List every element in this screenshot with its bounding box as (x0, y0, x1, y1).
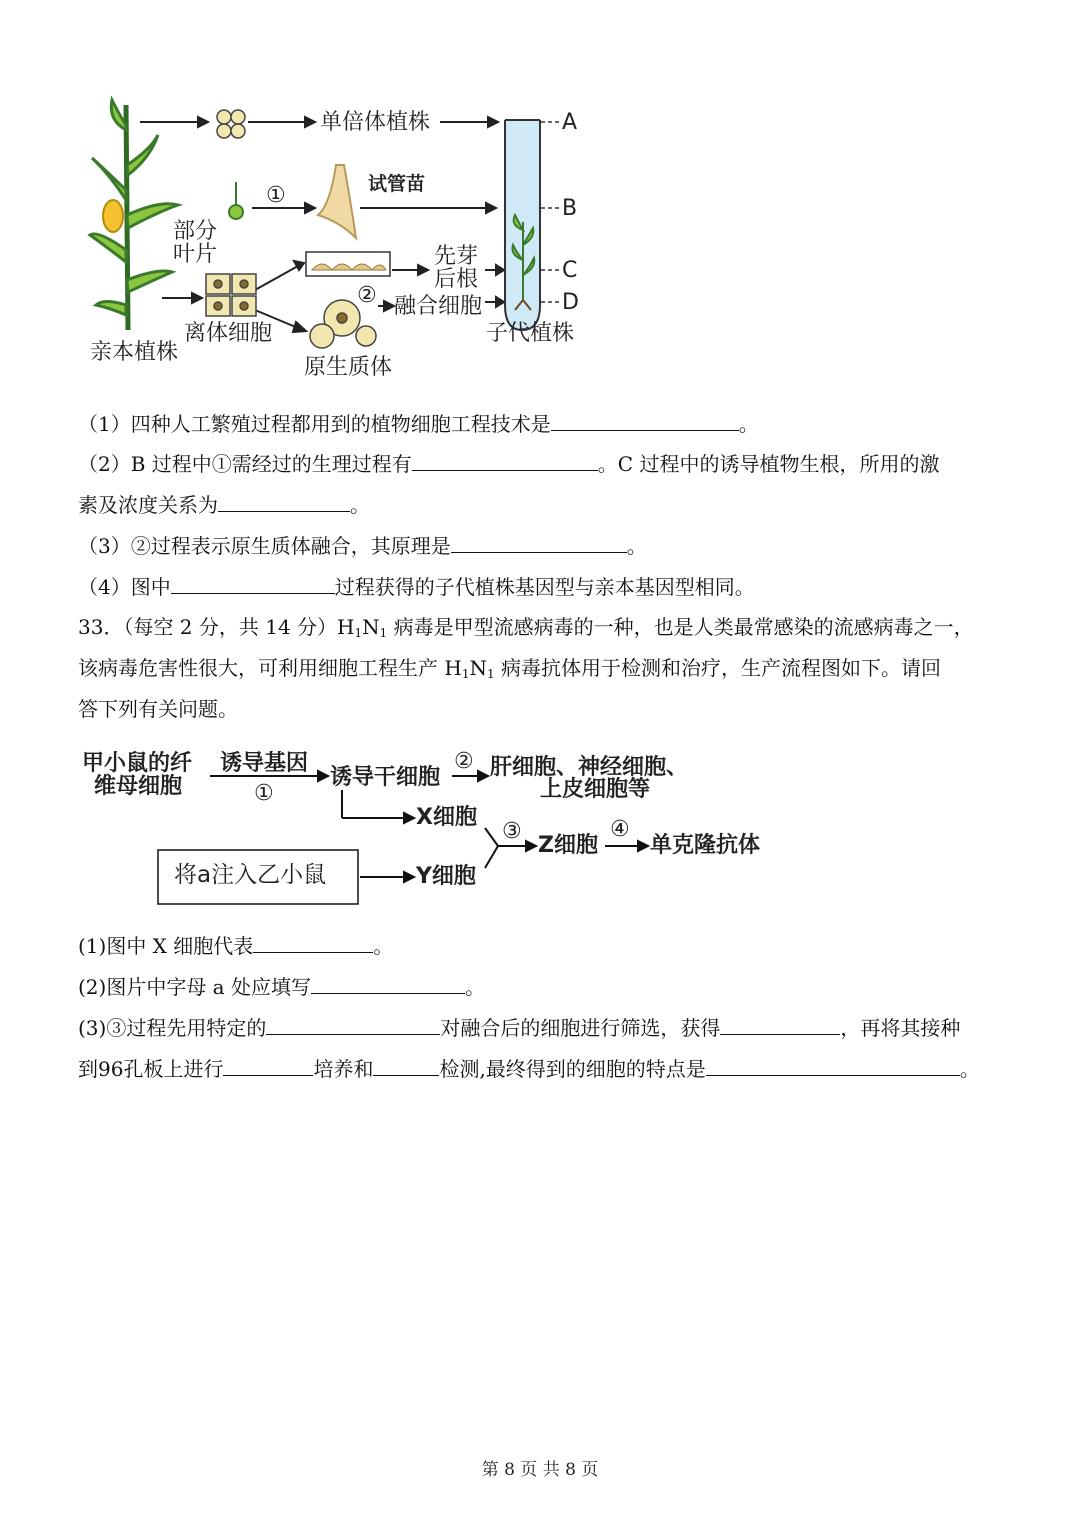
label-monoclonal-antibody: 单克隆抗体 (650, 833, 761, 858)
label-y-cell: Y细胞 (416, 864, 476, 889)
label-tube-seedling: 试管苗 (368, 173, 426, 195)
answer-blank-x-cell[interactable] (253, 932, 373, 953)
q32-line-1: （1）四种人工繁殖过程都用到的植物细胞工程技术是 。 (78, 412, 759, 436)
label-offspring: 子代植株 (486, 321, 575, 346)
q33-part-1: (1)图中 X 细胞代表 。 (78, 934, 394, 958)
test-tube-seedling-shape (318, 165, 356, 238)
plant-culture-diagram (0, 0, 1080, 390)
leaf-explant (229, 182, 243, 219)
label-isolated-cell: 离体细胞 (184, 321, 273, 346)
label-circle-3: ③ (502, 819, 522, 844)
label-ips-cell: 诱导干细胞 (330, 765, 441, 790)
q32-line-5: （4）图中 过程获得的子代植株基因型与亲本基因型相同。 (78, 575, 755, 599)
answer-blank-principle[interactable] (451, 532, 627, 553)
label-part: 部分 (173, 219, 218, 244)
answer-blank-letter-a[interactable] (311, 973, 465, 994)
answer-blank-detection[interactable] (373, 1055, 439, 1076)
label-D: D (562, 290, 579, 315)
label-mark1: ① (266, 183, 286, 208)
label-inject-a: 将a注入乙小鼠 (174, 862, 327, 888)
q32-line-4: （3）②过程表示原生质体融合，其原理是 。 (78, 534, 647, 558)
label-liver-nerve: 肝细胞、神经细胞、 (490, 755, 689, 780)
label-circle-2: ② (454, 749, 474, 774)
label-haploid: 单倍体植株 (320, 110, 431, 135)
label-parent-plant: 亲本植株 (90, 340, 179, 365)
antibody-flow-diagram (0, 740, 1080, 915)
label-C: C (562, 258, 578, 283)
label-epithelial: 上皮细胞等 (540, 777, 651, 802)
label-fused-cell: 融合细胞 (394, 294, 483, 319)
label-A: A (562, 110, 578, 135)
callus-tray (306, 252, 390, 276)
q32-line-3: 素及浓度关系为 。 (78, 493, 370, 517)
parent-plant-drawing (90, 100, 178, 330)
answer-blank-culture[interactable] (223, 1055, 313, 1076)
answer-blank-hybridoma[interactable] (720, 1014, 840, 1035)
label-mark2: ② (357, 283, 377, 308)
test-tube (505, 120, 540, 330)
label-induce-gene: 诱导基因 (220, 751, 309, 776)
q33-part-2: (2)图片中字母 a 处应填写 。 (78, 975, 485, 999)
label-circle-1: ① (254, 781, 274, 806)
q33-intro-2: 该病毒危害性很大，可利用细胞工程生产 $H_1N_1$ 病毒抗体用于检测和治疗，生产流程图如下。请回 (78, 656, 941, 681)
answer-blank-selective-medium[interactable] (266, 1014, 440, 1035)
label-protoplast: 原生质体 (304, 355, 393, 380)
label-leaf: 叶片 (173, 242, 218, 267)
label-fibro-2: 维母细胞 (94, 774, 183, 799)
page-footer: 第 8 页 共 8 页 (481, 1460, 599, 1480)
label-bud-first: 先芽 (434, 244, 479, 269)
answer-blank-technique[interactable] (551, 410, 739, 431)
q32-line-2: （2）B 过程中①需经过的生理过程有 。C 过程中的诱导植物生根，所用的激 (78, 452, 940, 476)
q33-part-3: (3)③过程先用特定的 对融合后的细胞进行筛选，获得 ，再将其接种 (78, 1016, 961, 1040)
label-x-cell: X细胞 (416, 805, 477, 830)
answer-blank-hormone[interactable] (218, 491, 350, 512)
answer-blank-process-letters[interactable] (171, 573, 335, 594)
label-root-after: 后根 (434, 267, 479, 292)
isolated-cells (206, 274, 256, 316)
pollen-grains (217, 110, 245, 138)
q33-intro-3: 答下列有关问题。 (78, 697, 238, 721)
label-B: B (562, 196, 578, 221)
answer-blank-cell-feature[interactable] (706, 1055, 960, 1076)
label-circle-4: ④ (610, 817, 630, 842)
label-fibro-1: 甲小鼠的纤 (82, 751, 193, 776)
label-z-cell: Z细胞 (538, 833, 598, 858)
q33-intro-1: 33．（每空 2 分，共 14 分）$H_1N_1$ 病毒是甲型流感病毒的一种，也是人类最常感染的流感病毒之一， (78, 615, 974, 640)
q33-part-4: 到96孔板上进行 培养和 检测,最终得到的细胞的特点是 。 (78, 1057, 980, 1081)
answer-blank-process[interactable] (412, 450, 598, 471)
